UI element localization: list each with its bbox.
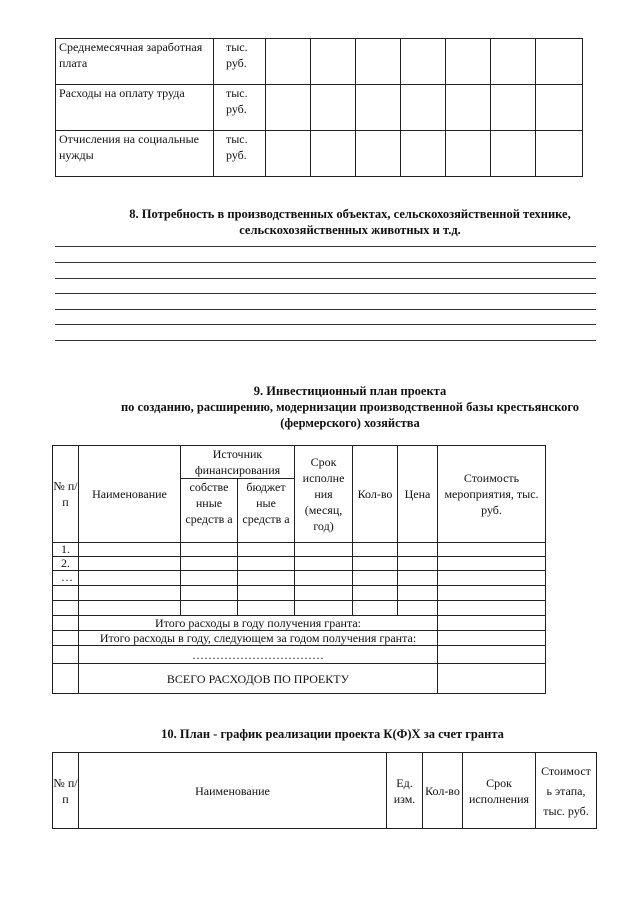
empty-cell[interactable]: [353, 586, 398, 601]
col-header-budget: бюджет ные средств а: [238, 479, 295, 543]
table-row: [53, 543, 546, 557]
staff-row-name: Среднемесячная заработная плата: [56, 39, 214, 85]
grand-total-label: ВСЕГО РАСХОДОВ ПО ПРОЕКТУ: [79, 664, 438, 694]
empty-cell[interactable]: [311, 39, 356, 85]
empty-cell[interactable]: [53, 631, 79, 646]
total-row-dots: [53, 646, 546, 664]
empty-cell[interactable]: [438, 543, 546, 557]
empty-cell[interactable]: [238, 543, 295, 557]
empty-cell[interactable]: [79, 601, 181, 616]
row-number: 2.: [53, 557, 79, 571]
staff-row: [56, 85, 583, 131]
col-header-num: № п/п: [53, 446, 79, 543]
staff-table: [55, 38, 583, 177]
fill-line[interactable]: [55, 262, 596, 263]
empty-cell[interactable]: [356, 85, 401, 131]
fill-line[interactable]: [55, 293, 596, 294]
empty-cell[interactable]: [181, 601, 238, 616]
row-number: …: [53, 571, 79, 586]
col-header-own: собстве нные средств а: [181, 479, 238, 543]
col-header-cost: Стоимость мероприятия, тыс. руб.: [438, 446, 546, 543]
empty-cell[interactable]: [398, 543, 438, 557]
row-number: [53, 586, 79, 601]
empty-cell[interactable]: [398, 586, 438, 601]
col-header-unit: Ед. изм.: [387, 753, 423, 829]
empty-cell[interactable]: [238, 586, 295, 601]
table-row: [53, 601, 546, 616]
empty-cell[interactable]: [536, 85, 583, 131]
empty-cell[interactable]: [53, 664, 79, 694]
empty-cell[interactable]: [438, 557, 546, 571]
table-row: [53, 557, 546, 571]
empty-cell[interactable]: [446, 85, 491, 131]
staff-row-unit: тыс. руб.: [214, 131, 266, 177]
empty-cell[interactable]: [238, 601, 295, 616]
empty-cell[interactable]: [181, 586, 238, 601]
col-header-term: Срок исполнения: [463, 753, 536, 829]
total-label: Итого расходы в году, следующем за годом получения гранта:: [79, 631, 438, 646]
empty-cell[interactable]: [491, 39, 536, 85]
staff-row-unit: тыс. руб.: [214, 85, 266, 131]
row-number: [53, 601, 79, 616]
empty-cell[interactable]: [353, 543, 398, 557]
empty-cell[interactable]: [53, 616, 79, 631]
empty-cell[interactable]: [438, 601, 546, 616]
empty-cell[interactable]: [353, 571, 398, 586]
empty-cell[interactable]: [295, 543, 353, 557]
col-header-name: Наименование: [79, 753, 387, 829]
empty-cell[interactable]: [266, 39, 311, 85]
empty-cell[interactable]: [79, 557, 181, 571]
col-header-qty: Кол-во: [353, 446, 398, 543]
empty-cell[interactable]: [536, 131, 583, 177]
total-value-cell[interactable]: [438, 616, 546, 631]
total-value-cell[interactable]: [438, 646, 546, 664]
col-header-term: Срок исполне ния (месяц, год): [295, 446, 353, 543]
empty-cell[interactable]: [181, 557, 238, 571]
empty-cell[interactable]: [398, 601, 438, 616]
col-header-source: Источник финансирования: [181, 446, 295, 479]
fill-line[interactable]: [55, 340, 596, 341]
empty-cell[interactable]: [401, 39, 446, 85]
col-header-name: Наименование: [79, 446, 181, 543]
empty-cell[interactable]: [446, 131, 491, 177]
total-value-cell[interactable]: [438, 664, 546, 694]
empty-cell[interactable]: [181, 571, 238, 586]
total-value-cell[interactable]: [438, 631, 546, 646]
empty-cell[interactable]: [446, 39, 491, 85]
empty-cell[interactable]: [438, 571, 546, 586]
empty-cell[interactable]: [353, 601, 398, 616]
total-row-next-year: [53, 631, 546, 646]
col-header-price: Цена: [398, 446, 438, 543]
staff-row-name: Отчисления на социальные нужды: [56, 131, 214, 177]
empty-cell[interactable]: [53, 646, 79, 664]
staff-row-name: Расходы на оплату труда: [56, 85, 214, 131]
empty-cell[interactable]: [398, 557, 438, 571]
fill-line[interactable]: [55, 309, 596, 310]
header-row: [53, 753, 597, 829]
section8-title: 8. Потребность в производственных объектах, сельскохозяйственной технике, сельскохозяйственных животных и т.д.: [129, 207, 571, 237]
empty-cell[interactable]: [438, 586, 546, 601]
empty-cell[interactable]: [311, 85, 356, 131]
empty-cell[interactable]: [353, 557, 398, 571]
empty-cell[interactable]: [401, 131, 446, 177]
empty-cell[interactable]: [356, 39, 401, 85]
fill-line[interactable]: [55, 278, 596, 279]
empty-cell[interactable]: [295, 557, 353, 571]
investment-plan-table: [52, 445, 546, 694]
dots-placeholder: ……………………………: [79, 646, 438, 664]
empty-cell[interactable]: [491, 131, 536, 177]
section9-title: 9. Инвестиционный план проекта по созданию, расширению, модернизации производственной базы крестьянского (фермерского) хозяйства: [120, 384, 580, 430]
empty-cell[interactable]: [79, 543, 181, 557]
empty-cell[interactable]: [79, 571, 181, 586]
fill-line[interactable]: [55, 324, 596, 325]
empty-cell[interactable]: [266, 85, 311, 131]
empty-cell[interactable]: [295, 571, 353, 586]
empty-cell[interactable]: [398, 571, 438, 586]
row-number: 1.: [53, 543, 79, 557]
col-header-cost: Стоимост ь этапа, тыс. руб.: [536, 753, 597, 829]
header-row: [53, 446, 546, 479]
fill-line[interactable]: [55, 246, 596, 247]
table-row: [53, 571, 546, 586]
staff-row: [56, 39, 583, 85]
col-header-qty: Кол-во: [423, 753, 463, 829]
table-row: [53, 586, 546, 601]
staff-row: [56, 131, 583, 177]
schedule-table: [52, 752, 597, 829]
empty-cell[interactable]: [295, 601, 353, 616]
total-row-all: [53, 664, 546, 694]
empty-cell[interactable]: [401, 85, 446, 131]
empty-cell[interactable]: [266, 131, 311, 177]
empty-cell[interactable]: [356, 131, 401, 177]
empty-cell[interactable]: [238, 571, 295, 586]
empty-cell[interactable]: [536, 39, 583, 85]
section10-title: 10. План - график реализации проекта К(Ф)Х за счет гранта: [161, 727, 504, 741]
empty-cell[interactable]: [79, 586, 181, 601]
empty-cell[interactable]: [311, 131, 356, 177]
total-label: Итого расходы в году получения гранта:: [79, 616, 438, 631]
col-header-num: № п/п: [53, 753, 79, 829]
empty-cell[interactable]: [491, 85, 536, 131]
empty-cell[interactable]: [238, 557, 295, 571]
staff-row-unit: тыс. руб.: [214, 39, 266, 85]
empty-cell[interactable]: [181, 543, 238, 557]
total-row-grant-year: [53, 616, 546, 631]
empty-cell[interactable]: [295, 586, 353, 601]
